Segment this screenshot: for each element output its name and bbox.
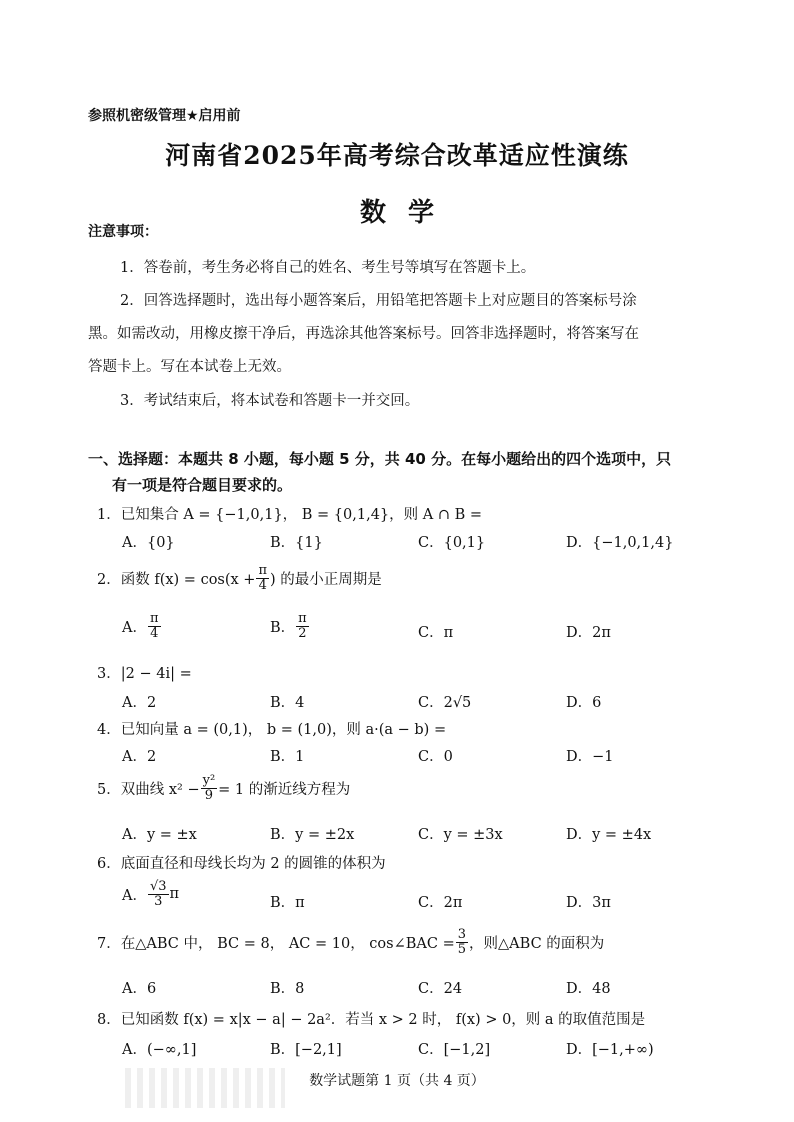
fraction-denominator: 4	[258, 577, 267, 593]
section-heading-line2: 有一项是符合题目要求的。	[112, 476, 293, 494]
option-d: D．2π	[566, 625, 611, 641]
notice-item-1: 1．答卷前，考生务必将自己的姓名、考生号等填写在答题卡上。	[120, 260, 536, 276]
notice-item-2-line3: 答题卡上。写在本试卷上无效。	[88, 359, 291, 375]
option-a: A．(−∞,1]	[122, 1042, 197, 1058]
notice-item-3: 3．考试结束后，将本试卷和答题卡一并交回。	[120, 393, 420, 409]
option-a: A．2	[122, 749, 157, 765]
option-b: B．{1}	[270, 535, 323, 551]
question-stem-part1: 函数 f(x) = cos(x +	[120, 571, 256, 588]
question-6	[97, 852, 386, 873]
subject-title: 数学	[359, 198, 456, 228]
fraction	[201, 774, 218, 802]
fraction-denominator: 5	[457, 941, 467, 957]
question-number: 8．	[97, 1012, 121, 1028]
question-number: 6．	[97, 856, 121, 872]
option-a: A．2	[122, 695, 157, 711]
option-c: C．π	[418, 625, 454, 641]
page-footer: 数学试题第 1 页（共 4 页）	[309, 1073, 485, 1089]
question-2	[97, 564, 382, 592]
option-b: B．[−2,1]	[270, 1042, 342, 1058]
option-label: A．	[122, 887, 147, 904]
fraction	[148, 612, 161, 640]
fraction-denominator: 4	[150, 625, 159, 641]
fraction	[148, 880, 169, 908]
option-tail: π	[169, 886, 180, 903]
option-d: D．48	[566, 981, 611, 997]
option-c: C．[−1,2]	[418, 1042, 491, 1058]
fraction	[296, 612, 309, 640]
option-d: D．3π	[566, 895, 611, 911]
option-c: C．24	[418, 981, 463, 997]
option-b: B．y = ±2x	[270, 827, 355, 843]
question-stem: |2 − 4i| =	[120, 666, 192, 682]
question-3	[97, 662, 192, 683]
fraction-numerator: π	[298, 611, 307, 626]
question-stem-part1: 双曲线 x² −	[120, 781, 200, 798]
question-number: 3．	[97, 666, 121, 682]
fraction-numerator: π	[149, 611, 159, 626]
option-a: A．{0}	[122, 535, 175, 551]
option-b	[270, 612, 310, 640]
question-4	[97, 718, 446, 739]
fraction-numerator: y²	[202, 773, 216, 788]
fraction-denominator: 3	[154, 893, 163, 909]
option-label: A．	[122, 619, 147, 636]
option-a	[122, 612, 162, 640]
option-b: B．π	[270, 895, 305, 911]
option-b: B．1	[270, 749, 305, 765]
question-stem-part2: = 1 的渐近线方程为	[218, 781, 351, 798]
question-stem: 已知向量 a = (0,1)， b = (1,0)，则 a·(a − b) =	[120, 722, 447, 738]
notice-heading: 注意事项：	[88, 224, 158, 240]
section-heading-line1: 一、选择题：本题共 8 小题，每小题 5 分，共 40 分。在每小题给出的四个选项中，只	[88, 450, 672, 468]
fraction-denominator: 2	[298, 625, 307, 641]
option-d: D．{−1,0,1,4}	[566, 535, 674, 551]
question-stem-part2: ) 的最小正周期是	[270, 571, 382, 588]
option-b: B．4	[270, 695, 305, 711]
question-stem-part1: 在△ABC 中， BC = 8， AC = 10， cos∠BAC =	[120, 935, 455, 952]
fraction-denominator: 9	[204, 787, 214, 803]
question-7	[97, 928, 604, 956]
option-b: B．8	[270, 981, 305, 997]
option-a: A．6	[122, 981, 157, 997]
confidentiality-label: 参照机密级管理★启用前	[88, 108, 241, 124]
notice-item-2-line2: 黑。如需改动，用橡皮擦干净后，再选涂其他答案标号。回答非选择题时，将答案写在	[88, 326, 639, 342]
option-d: D．−1	[566, 749, 614, 765]
option-c: C．2π	[418, 895, 463, 911]
question-stem: 已知集合 A = {−1,0,1}， B = {0,1,4}，则 A ∩ B =	[120, 507, 483, 523]
question-number: 2．	[97, 571, 121, 588]
fraction-numerator: π	[258, 563, 268, 578]
fraction-numerator: 3	[457, 927, 467, 942]
notice-item-2-line1: 2．回答选择题时，选出每小题答案后，用铅笔把答题卡上对应题目的答案标号涂	[120, 293, 637, 309]
option-c: C．{0,1}	[418, 535, 486, 551]
question-1	[97, 503, 482, 524]
question-stem-part2: ，则△ABC 的面积为	[469, 935, 605, 952]
option-a: A．y = ±x	[122, 827, 197, 843]
fraction-numerator: √3	[149, 879, 167, 894]
option-c: C．y = ±3x	[418, 827, 503, 843]
question-stem: 底面直径和母线长均为 2 的圆锥的体积为	[120, 856, 386, 872]
option-a	[122, 880, 179, 908]
question-number: 7．	[97, 935, 121, 952]
option-label: B．	[270, 619, 296, 636]
option-c: C．0	[418, 749, 453, 765]
question-number: 1．	[97, 507, 121, 523]
option-d: D．[−1,+∞)	[566, 1042, 654, 1058]
question-number: 5．	[97, 781, 121, 798]
question-stem: 已知函数 f(x) = x|x − a| − 2a²．若当 x > 2 时， f(x) > 0，则 a 的取值范围是	[120, 1012, 646, 1028]
exam-title: 河南省2025年高考综合改革适应性演练	[165, 141, 629, 170]
option-d: D．6	[566, 695, 602, 711]
question-number: 4．	[97, 722, 121, 738]
fraction	[456, 928, 468, 956]
option-d: D．y = ±4x	[566, 827, 652, 843]
question-5	[97, 774, 350, 802]
option-c: C．2√5	[418, 695, 472, 711]
question-8	[97, 1008, 645, 1029]
fraction	[256, 564, 269, 592]
